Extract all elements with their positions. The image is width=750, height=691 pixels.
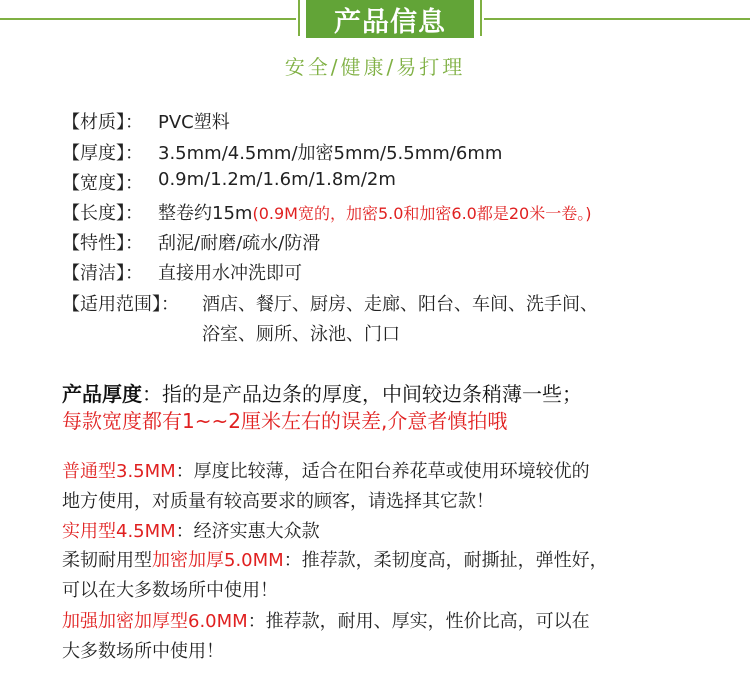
spec-label-length: 【长度】：	[62, 203, 143, 224]
model-dense-text: ：推荐款，柔韧度高，耐撕扯，弹性好，	[283, 550, 608, 571]
header-rule-right	[484, 18, 750, 20]
model-practical-text: ：经济实惠大众款	[175, 521, 320, 542]
model-reinforced-line1	[62, 607, 590, 633]
spec-value-cleaning: 直接用水冲洗即可	[158, 263, 302, 284]
model-dense-name: 加密加厚5.0MM	[152, 550, 284, 571]
model-standard-name: 普通型3.5MM	[62, 461, 176, 482]
spec-value-length	[158, 199, 591, 225]
model-practical	[62, 517, 320, 543]
spec-value-thickness: 3.5mm/4.5mm/加密5mm/5.5mm/6mm	[158, 143, 503, 164]
spec-value-width: 0.9m/1.2m/1.6m/1.8m/2m	[158, 169, 396, 190]
spec-value-usage-line2: 浴室、厕所、泳池、门口	[202, 324, 400, 345]
model-practical-name: 实用型4.5MM	[62, 521, 176, 542]
spec-label-material: 【材质】：	[62, 112, 143, 133]
header-bar-left	[298, 0, 300, 36]
model-standard-text: ：厚度比较薄，适合在阳台养花草或使用环境较优的	[175, 461, 590, 482]
model-standard-line2: 地方使用，对质量有较高要求的顾客，请选择其它款！	[62, 491, 494, 512]
model-dense-line1	[62, 546, 608, 572]
spec-label-width: 【宽度】：	[62, 173, 143, 194]
spec-value-material: PVC塑料	[158, 112, 230, 133]
length-note: (0.9M宽的，加密5.0和加密6.0都是20米一卷。)	[252, 204, 592, 223]
spec-label-cleaning: 【清洁】：	[62, 263, 143, 284]
header-rule-left	[0, 18, 296, 20]
section-subtitle: 安全/健康/易打理	[284, 55, 466, 79]
length-value: 整卷约15m	[158, 203, 253, 224]
header-bar-right	[480, 0, 482, 36]
thickness-note	[62, 378, 582, 407]
model-reinforced-line2: 大多数场所中使用！	[62, 641, 224, 662]
model-reinforced-text: ：推荐款，耐用、厚实，性价比高，可以在	[247, 611, 590, 632]
section-title: 产品信息	[306, 0, 474, 38]
model-standard-line1	[62, 457, 590, 483]
spec-label-thickness: 【厚度】：	[62, 143, 143, 164]
model-dense-prefix: 柔韧耐用型	[62, 550, 152, 571]
spec-label-usage: 【适用范围】：	[62, 294, 179, 315]
model-reinforced-name: 加强加密加厚型6.0MM	[62, 611, 248, 632]
model-dense-line2: 可以在大多数场所中使用！	[62, 580, 278, 601]
width-tolerance-warning: 每款宽度都有1~~2厘米左右的误差,介意者慎拍哦	[62, 409, 508, 433]
thickness-heading: 产品厚度	[62, 382, 142, 406]
thickness-text: ：指的是产品边条的厚度，中间较边条稍薄一些；	[142, 382, 582, 406]
spec-value-feature: 刮泥/耐磨/疏水/防滑	[158, 233, 321, 254]
spec-label-feature: 【特性】：	[62, 233, 143, 254]
spec-value-usage-line1: 酒店、餐厅、厨房、走廊、阳台、车间、洗手间、	[202, 294, 598, 315]
